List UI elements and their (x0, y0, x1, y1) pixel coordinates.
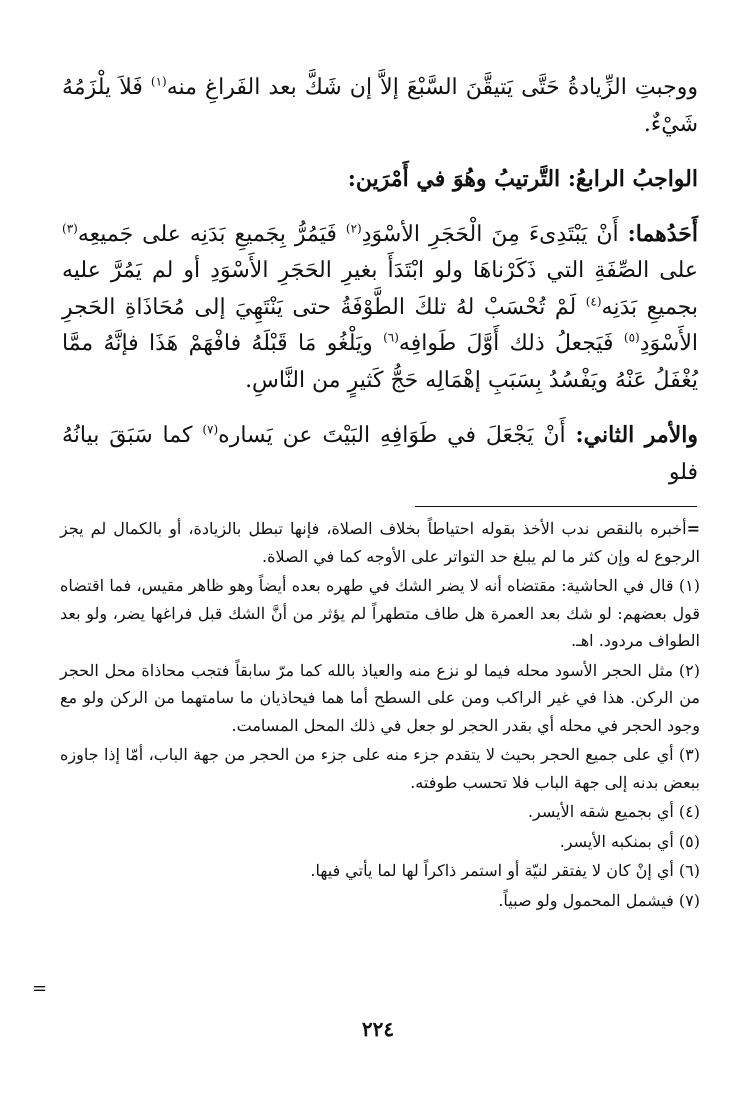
text-span: أَنْ يَجْعَلَ في طَوَافِهِ البَيْتَ عن يَساره (218, 423, 576, 448)
text-span: فَلاَ يلْزَمُهُ شَيْءٌ. (62, 75, 698, 137)
text-span: ويَلْغُو مَا قَبْلَهُ فافْهَمْ هَذَا فإنَّهُ ممَّا يُغْفَلُ عَنْهُ ويَفْسُدُ بِسَبَبِ إهْمَالِه حَجُّ كَثيرٍ من النَّاسِ. (62, 331, 698, 393)
main-text (62, 70, 698, 491)
footnote-ref-1: (١) (150, 74, 167, 89)
footnote-ref-5: (٥) (623, 330, 640, 345)
paragraph-lead: أَحَدُهما: (627, 220, 698, 247)
section-heading: الواجبُ الرابعُ: التَّرتيبُ وهُوَ في أَمْرَين: (347, 166, 698, 192)
paragraph-1 (62, 70, 698, 143)
footnote-2: (٢) مثل الحجر الأسود محله فيما لو نزع منه والعياذ بالله كما مرّ سابقاً فتجب محاذاة محل الحجر من الركن. هذا في غير الراكب ومن على السطح أما هما فيحاذيان ما سامتهما من الركن ولو مع وجود الحجر في محله أي بقدر الحجر لو جعل في ذلك المحل المسامت. (60, 660, 700, 735)
footnote-ref-4: (٤) (585, 294, 602, 309)
footnote-7: (٧) فيشمل المحمول ولو صبياً. (498, 890, 700, 910)
footnote-continued (60, 515, 700, 570)
paragraph-lead: والأمر الثاني: (575, 422, 699, 448)
footnote-5: (٥) أي بمنكبه الأيسر. (559, 831, 700, 851)
footnote-6: (٦) أي إنْ كان لا يفتقر لنيّة أو استمر ذاكراً لها لما يأتي فيها. (310, 861, 700, 880)
text-span: أَنْ يَبْتَدِىءَ مِنَ الْحَجَرِ الأسْوَدِ (361, 221, 628, 247)
footnote-ref-2: (٢) (345, 221, 362, 236)
footnotes (60, 515, 700, 914)
footnote-4: (٤) أي بجميع شقه الأيسر. (527, 802, 700, 821)
paragraph-second-matter (62, 417, 698, 491)
text-span: فَيَجعلُ ذلك أَوَّلَ طَوافِه (398, 331, 624, 356)
page-number: ٢٢٤ (361, 1017, 395, 1041)
footnote-ref-3: (٣) (62, 221, 78, 236)
text-span: ووجبتِ الزِّيادةُ حَتَّى يَتيقَّنَ السَّبْعَ إلاَّ إن شَكَّ بعد الفَراغِ منه (166, 75, 698, 100)
text-span: كما سَبَقَ بيانُهُ فلو (62, 423, 698, 485)
footnote-ref-6: (٦) (383, 330, 399, 345)
text-span: فَيَمُرُّ بِجَميعِ بَدَنِه على جَميعِه (77, 221, 346, 247)
footnote-ref-7: (٧) (202, 422, 219, 437)
footnote-3: (٣) أي على جميع الحجر بحيث لا يتقدم جزء منه على جزء من الحجر من جهة الباب، أمّا إذا جاوزه ببعض بدنه إلى جهة الباب فلا تحسب طوفته. (60, 745, 701, 792)
continuation-mark: = (686, 519, 700, 538)
footnote-1: (١) قال في الحاشية: مقتضاه أنه لا يضر الشك في طهره بعده أيضاً وهو ظاهر مقيس، فما اقتضاه قول بعضهم: لو شك بعد العمرة هل طاف متطهراً لم يؤثر من أنَّ الشك قبل فراغها يضر، ولو بعد الطواف مردود. اهـ. (60, 576, 700, 650)
continuation-mark-end: = (32, 978, 48, 999)
text-span: أخبره بالنقص ندب الأخذ بقوله احتياطاً بخلاف الصلاة، فإنها تبطل بالزيادة، أو بالكمال لم يجز الرجوع له وإن كثر ما لم يبلغ حد التواتر على الأوجه كما في الصلاة. (60, 519, 700, 566)
text-span: على الصِّفَةِ التي ذَكَرْناهَا ولو ابْتَدَأَ بغيرِ الحَجَرِ الأَسْوَدِ أو لم يَمُرَّ عليه بجميعِ بَدَنِه (62, 258, 698, 320)
text-span: لَمْ تُحْسَبْ لهُ تلكَ الطَّوْفَةُ حتى يَنْتَهِيَ إلى مُحَاذَاةِ الحَجرِ الأَسْوَدِ (62, 294, 698, 356)
paragraph-first-matter (62, 216, 698, 400)
footnote-separator (415, 506, 697, 507)
